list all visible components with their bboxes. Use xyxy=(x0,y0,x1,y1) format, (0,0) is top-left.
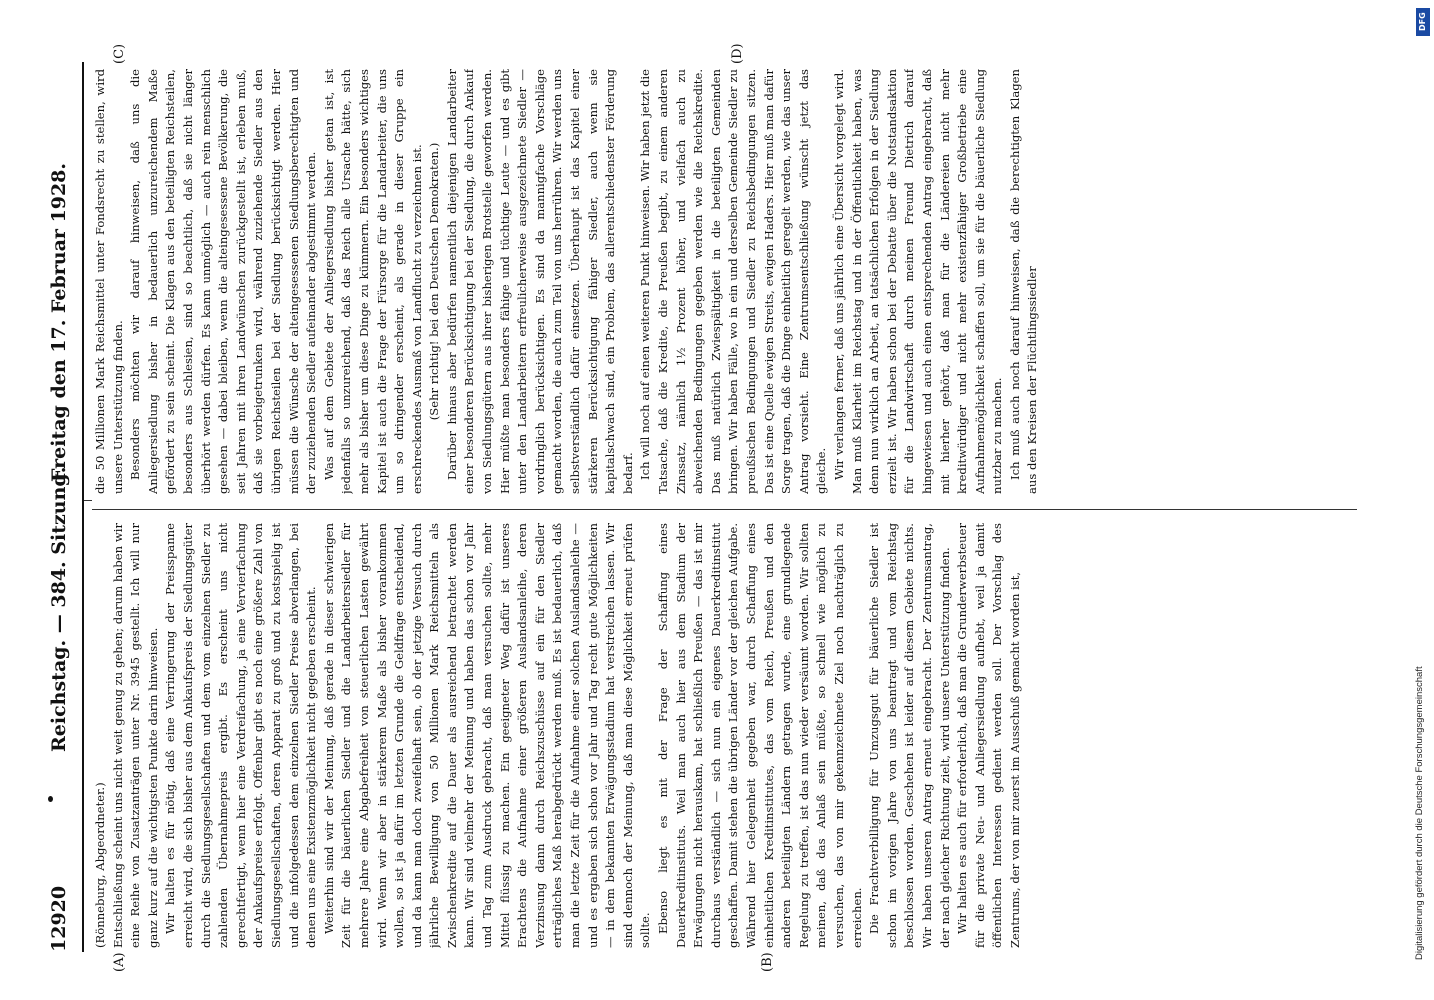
digitization-credit: Digitalisierung gefördert durch die Deutsche Forschungsgemeinschaft xyxy=(1414,666,1425,960)
page-header xyxy=(48,62,76,952)
header-right-title: Freitag den 17. Februar 1928. xyxy=(48,162,70,482)
paragraph: Ich will noch auf einen weiteren Punkt hinweisen. Wir haben jetzt die Tatsache, daß die Kredite, die Preußen begibt, zu einem anderen Zinssatz, nämlich 1½ Prozent höher, und vielfach auch zu abweichenden Bedingungen gegeben werden wie die Reichskredite. Das muß natürlich Zwiespältigkeit in die beteiligten Gemeinden bringen. Wir haben Fälle, wo in ein und derselben Gemeinde Siedler zu preußischen Bedingungen und Siedler zu Reichsbedingungen sitzen. Das ist eine Quelle ewigen Streits, ewigen Haders. Hier muß man dafür Sorge tragen, daß die Dinge einheitlich geregelt werden, wie das unser Antrag vorsieht. Eine Zentrumsentschließung wünscht jetzt das gleiche. xyxy=(638,69,829,494)
paragraph: die 50 Millionen Mark Reichsmittel unter Fondsrecht zu stellen, wird unsere Unterstützung finden. xyxy=(93,69,125,494)
paragraph: Darüber hinaus aber bedürfen namentlich diejenigen Landarbeiter einer besonderen Berücksichtigung bei der Siedlung, die durch Ankauf von Siedlungsgütern aus ihrer bisherigen Brotstelle geworfen werden. Hier müßte man besonders fähige und tüchtige Leute — und es gibt unter den Landarbeitern erfreulicherweise ausgezeichnete Siedler — vordringlich berücksichtigen. Es sind da mannigfache Vorschläge gemacht worden, die auch zum Teil von uns herrühren. Wir werden uns selbstverständlich dafür einsetzen. Überhaupt ist das Kapitel einer stärkeren Berücksichtigung fähiger Siedler, auch wenn sie kapitalschwach sind, ein Problem, das allerentschiedenster Förderung bedarf. xyxy=(444,69,635,494)
margin-marker-d: (D) xyxy=(730,43,745,64)
margin-marker-b: (B) xyxy=(760,952,775,972)
paragraph: Wir halten es für nötig, daß eine Verringerung der Preisspanne erreicht wird, die sich bisher aus dem Ankaufspreis der Siedlungsgüter durch die Siedlungsgesellschaften und dem vom einzelnen Siedler zu zahlenden Übernahmepreis ergibt. Es erscheint uns nicht gerechtfertigt, wenn hier eine Verdreifachung, ja eine Vervierfachung der Ankaufspreise erfolgt. Offenbar gibt es noch eine größere Zahl von Siedlungsgesellschaften, deren Apparat zu groß und zu kostspielig ist und die infolgedessen dem einzelnen Siedler Preise abverlangen, bei denen uns eine Existenzmöglichkeit nicht gegeben erscheint. xyxy=(163,523,319,948)
paragraph: Ich muß auch noch darauf hinweisen, daß die berechtigten Klagen aus den Kreisen der Flüchtlingssiedler xyxy=(1007,69,1040,494)
page-number: 12920 xyxy=(48,885,70,952)
right-column xyxy=(92,69,1362,494)
paragraph: Ebenso liegt es mit der Frage der Schaffung eines Dauerkreditinstituts. Weil man auch hier aus dem Stadium der Erwägungen nicht herauskam, hat schließlich Preußen — das ist mir durchaus verständlich — sich nun ein eigenes Dauerkreditinstitut geschaffen. Damit stehen die übrigen Länder vor der gleichen Aufgabe. Während hier Gelegenheit gegeben war, durch Schaffung eines einheitlichen Kreditinstitutes, das vom Reich, Preußen und den anderen beteiligten Ländern getragen wurde, eine grundlegende Regelung zu treffen, ist das nun wieder versäumt worden. Wir sollten meinen, daß das Anlaß sein müßte, so schnell wie möglich zu versuchen, das von mir gekennzeichnete Ziel noch nachträglich zu erreichen. xyxy=(656,523,864,948)
column-separator xyxy=(92,509,1357,510)
paragraph: Entschließung scheint uns nicht weit genug zu gehen; darum haben wir eine Reihe von Zusatzanträgen unter Nr. 3945 gestellt. Ich will nur ganz kurz auf die wichtigsten Punkte darin hinweisen. xyxy=(110,523,160,948)
paragraph: Wir verlangen ferner, daß uns jährlich eine Übersicht vorgelegt wird. Man muß Klarheit im Reichstag und in der Öffentlichkeit haben, was denn nun wirklich an Arbeit, an tatsächlichen Erfolgen in der Siedlung erzielt ist. Wir haben schon bei der Debatte über die Notstandsaktion für die Landwirtschaft durch meinen Freund Dietrich darauf hingewiesen und auch einen entsprechenden Antrag eingebracht, daß mit hierher gehört, daß man für die Ländereien nicht mehr kreditwürdiger und nicht mehr existenzfähiger Großbetriebe eine Aufnahmemöglichkeit schaffen soll, um sie für die bäuerliche Siedlung nutzbar zu machen. xyxy=(831,69,1005,494)
paragraph: Besonders möchten wir darauf hinweisen, daß uns die Anliegersiedlung bisher in bedauerlich unzureichendem Maße gefördert zu sein scheint. Die Klagen aus den beteiligten Reichsteilen, besonders aus Schlesien, sind so beachtlich, daß sie nicht länger überhört werden dürfen. Es kann unmöglich — auch rein menschlich gesehen — dabei bleiben, wenn die alteingesessene Bevölkerung, die seit Jahren mit ihren Landwünschen zurückgestellt ist, erleben muß, daß sie vorbeigetrunken wird, während zuziehende Siedler aus den übrigen Reichsteilen bei der Siedlung berücksichtigt werden. Hier müssen die Wünsche der alteingesessenen Siedlungsberechtigten und der zuziehenden Siedler aufeinander abgestimmt werden. xyxy=(128,69,319,494)
header-left-title: Reichstag. — 384. Sitzung. xyxy=(48,466,70,752)
dfg-logo-icon: DFG xyxy=(1416,8,1430,36)
speaker-note: (Rönneburg, Abgeordneter.) xyxy=(93,782,107,948)
margin-marker-c: (C) xyxy=(112,43,127,64)
interjection: (Sehr richtig! bei den Deutschen Demokraten.) xyxy=(427,142,442,421)
header-rule xyxy=(82,62,84,952)
left-column xyxy=(92,523,1362,948)
paragraph: Was auf dem Gebiete der Anliegersiedlung bisher getan ist, ist jedenfalls so unzureichend, daß das Reich alle Ursache hätte, sich mehr als bisher um diese Dinge zu kümmern. Ein besonders wichtiges Kapitel ist auch die Frage der Fürsorge für die Landarbeiter, die uns um so dringender erscheint, als gerade in dieser Gruppe ein erschreckendes Ausmaß von Landflucht zu verzeichnen ist. xyxy=(321,69,424,494)
margin-marker-a: (A) xyxy=(112,952,127,972)
rotated-page-content xyxy=(40,42,1410,972)
paragraph: Weiterhin sind wir der Meinung, daß gerade in dieser schwierigen Zeit für die bäuerlichen Siedler und die Landarbeitersiedler für mehrere Jahre eine Abgabefreiheit von steuerlichen Lasten gewährt wird. Wenn wir aber in stärkerem Maße als bisher vorankommen wollen, so ist ja dafür im letzten Grunde die Geldfrage entscheidend, und da kann man doch zweifelhaft sein, ob der jetzige Versuch durch jährliche Bewilligung von 50 Millionen Mark Reichsmitteln als Zwischenkredite auf die Dauer als ausreichend betrachtet werden kann. Wir sind vielmehr der Meinung und haben das schon vor Jahr und Tag zum Ausdruck gebracht, daß man versuchen sollte, mehr Mittel flüssig zu machen. Ein geeigneter Weg dafür ist unseres Erachtens die Aufnahme einer größeren Auslandsanleihe, deren Verzinsung dann durch Reichszuschüsse auf ein für den Siedler erträgliches Maß herabgedrückt werden muß. Es ist bedauerlich, daß man die letzte Zeit für die Aufnahme einer solchen Auslandsanleihe — und es ergaben sich schon vor Jahr und Tag recht gute Möglichkeiten — in dem bekannten Erwägungsstadium hat verstreichen lassen. Wir sind dennoch der Meinung, daß man diese Möglichkeit erneut prüfen sollte. xyxy=(321,523,653,948)
paragraph: Wir halten es auch für erforderlich, daß man die Grunderwerbsteuer für die private Neu- und Anliegersiedlung aufhebt, weil ja damit öffentlichen Interessen gedient werden soll. Der Vorschlag des Zentrums, der von mir zuerst im Ausschuß gemacht worden ist, xyxy=(955,523,1022,948)
paragraph: Die Frachtverbilligung für Umzugsgut für bäuerliche Siedler ist schon im vorigen Jahre von uns beantragt und vom Reichstag beschlossen worden. Geschehen ist leider auf diesem Gebiete nichts. Wir haben unseren Antrag erneut eingebracht. Der Zentrumsantrag, der nach gleicher Richtung zielt, wird unsere Unterstützung finden. xyxy=(867,523,952,948)
